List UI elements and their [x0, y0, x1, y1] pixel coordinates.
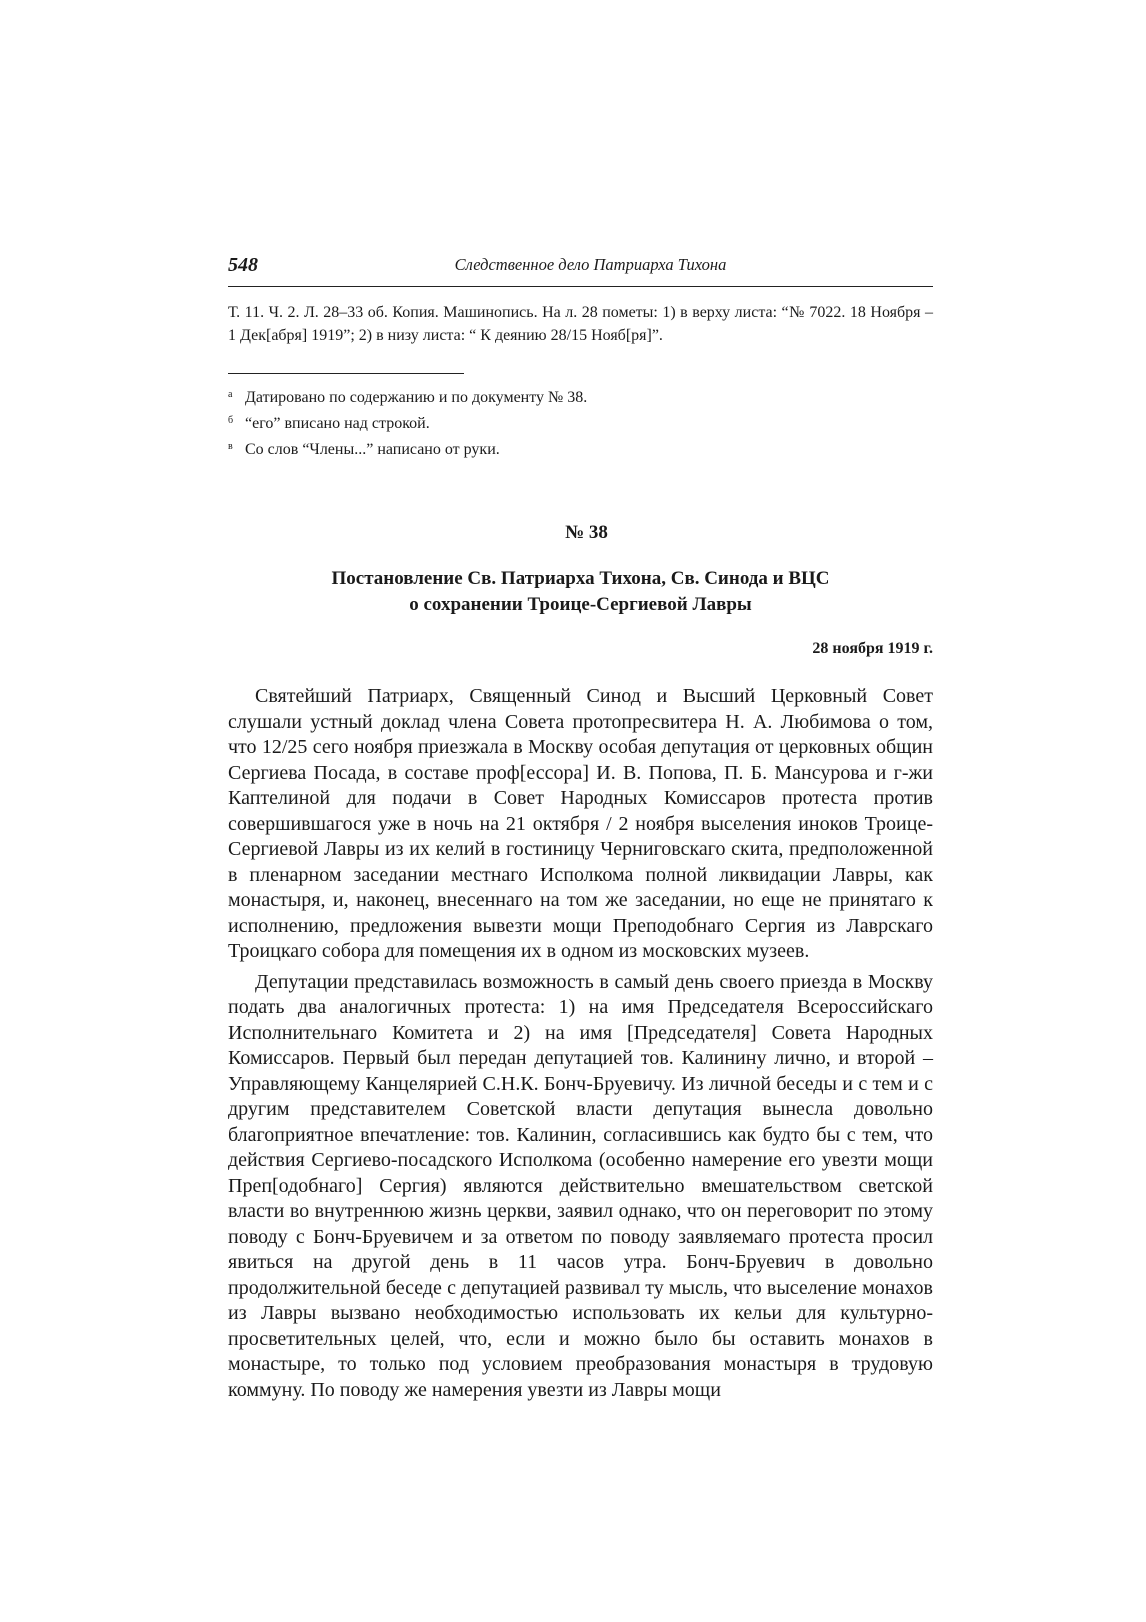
document-date: 28 ноября 1919 г. — [812, 640, 933, 657]
page-number: 548 — [228, 254, 258, 276]
footnote-text: Со слов “Члены...” написано от руки. — [245, 441, 500, 458]
footnote-item — [228, 409, 933, 435]
document-body — [228, 684, 933, 1403]
document-title — [228, 566, 933, 618]
document-title-line: Постановление Св. Патриарха Тихона, Св. Синода и ВЦС — [331, 568, 830, 589]
footnotes-list — [228, 383, 933, 461]
footnote-marker: а — [228, 389, 233, 400]
footnote-marker: б — [228, 415, 234, 426]
body-paragraph: Святейший Патриарх, Священный Синод и Высший Церковный Совет слушали устный доклад члена Совета протопресвитера Н. А. Любимова о том, что 12/25 сего ноября приезжала в Москву особая депутация от церковных общин Сергиева Посада, в составе проф[ессора] И. В. Попова, П. Б. Мансурова и г-жи Каптелиной для подачи в Совет Народных Комиссаров протеста против совершившагося уже в ночь на 21 октября / 2 ноября выселения иноков Троице-Сергиевой Лавры из их келий в гостиницу Черниговскаго скита, предположенной в пленарном заседании местнаго Исполкома полной ликвидации Лавры, как монастыря, и, наконец, внесеннаго на том же заседании, но еще не принятаго к исполнению, предложения вывезти мощи Преподобнаго Сергия из Лаврскаго Троицкаго собора для помещения их в одном из московских музеев. — [228, 685, 933, 962]
footnote-item — [228, 383, 933, 409]
footnote-text: “его” вписано над строкой. — [245, 415, 430, 432]
footnote-text: Датировано по содержанию и по документу № 38. — [245, 389, 588, 406]
footnote-marker: в — [228, 441, 233, 452]
running-title: Следственное дело Патриарха Тихона — [454, 255, 727, 274]
body-paragraph: Депутации представилась возможность в самый день своего приезда в Москву подать два аналогичных протеста: 1) на имя Председателя Всероссийскаго Исполнительнаго Комитета и 2) на имя [Председателя] Совета Народных Комиссаров. Первый был передан депутацией тов. Калинину лично, и второй – Управляющему Канцелярией С.Н.К. Бонч-Бруевичу. Из личной беседы и с тем и с другим представителем Советской власти депутация вынесла довольно благоприятное впечатление: тов. Калинин, согласившись как будто бы с тем, что действия Сергиево-посадского Исполкома (особенно намерение его увезти мощи Преп[одобнаго] Сергия) являются действительно вмешательством светской власти во внутреннюю жизнь церкви, заявил однако, что он переговорит по этому поводу с Бонч-Бруевичем и за ответом по поводу заявляемаго протеста просил явиться на другой день в 11 часов утра. Бонч-Бруевич в довольно продолжительной беседе с депутацией развивал ту мысль, что выселение монахов из Лавры вызвано необходимостью использовать их кельи для культурно-просветительных целей, что, если и можно было бы оставить монахов в монастыре, то только под условием преобразования монастыря в трудовую коммуну. По поводу же намерения увезти из Лавры мощи — [228, 970, 933, 1401]
footnote-divider — [228, 373, 464, 374]
footnote-item — [228, 435, 933, 461]
running-header — [228, 252, 933, 287]
book-page — [228, 252, 933, 1403]
document-title-line: о сохранении Троице-Сергиевой Лавры — [409, 594, 752, 615]
document-number: № 38 — [565, 522, 608, 543]
archival-source-note: Т. 11. Ч. 2. Л. 28–33 об. Копия. Машинопись. На л. 28 пометы: 1) в верху листа: “№ 7022. 18 Ноября – 1 Дек[абря] 1919”; 2) в низу листа: “ К деянию 28/15 Нояб[ря]”. — [228, 304, 933, 344]
